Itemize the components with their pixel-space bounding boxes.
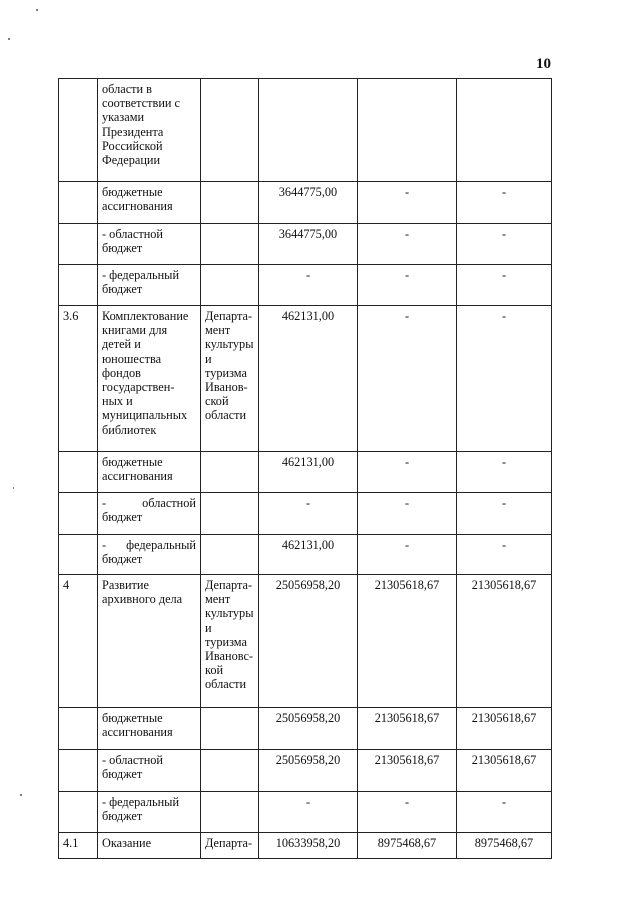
table-row — [59, 493, 552, 535]
measure-name-dash: - — [102, 496, 107, 510]
cell-number — [59, 306, 98, 452]
cell-year-3 — [457, 708, 552, 750]
cell-number — [59, 493, 98, 535]
cell-executor — [201, 306, 259, 452]
cell-measure-name — [98, 79, 201, 182]
cell-executor-text: Департа- мент культуры и туризма Иванов- ской области — [205, 309, 254, 423]
cell-year-2 — [358, 792, 457, 833]
cell-measure-name — [98, 452, 201, 493]
cell-year-2 — [358, 575, 457, 708]
cell-year-1 — [259, 535, 358, 575]
measure-name-line2: бюджет — [102, 510, 143, 525]
cell-year-1-text: 3644775,00 — [278, 227, 338, 241]
cell-year-1 — [259, 452, 358, 493]
cell-year-1-text: 462131,00 — [281, 309, 335, 323]
cell-year-2 — [358, 493, 457, 535]
cell-year-1-text: 3644775,00 — [278, 185, 338, 199]
cell-measure-name-text: Комплектование книгами для детей и юношества фондов государствен- ных и муниципальных библиотек — [102, 309, 189, 437]
table-row — [59, 833, 552, 859]
cell-measure-name — [98, 306, 201, 452]
cell-executor — [201, 265, 259, 306]
cell-executor — [201, 792, 259, 833]
cell-year-3 — [457, 306, 552, 452]
cell-measure-name — [98, 535, 201, 575]
table-row — [59, 535, 552, 575]
cell-number — [59, 575, 98, 708]
cell-year-2 — [358, 535, 457, 575]
cell-year-1 — [259, 575, 358, 708]
cell-year-3 — [457, 182, 552, 224]
cell-executor — [201, 750, 259, 792]
cell-year-2 — [358, 79, 457, 182]
cell-number — [59, 224, 98, 265]
cell-measure-name — [98, 182, 201, 224]
cell-year-3-text: - — [501, 538, 507, 552]
cell-year-3 — [457, 792, 552, 833]
cell-year-2 — [358, 833, 457, 859]
cell-measure-name — [98, 708, 201, 750]
cell-measure-name — [98, 750, 201, 792]
cell-measure-name-text: - федеральный бюджет — [102, 795, 180, 824]
cell-year-3 — [457, 493, 552, 535]
cell-number — [59, 833, 98, 859]
cell-year-2 — [358, 452, 457, 493]
cell-year-2-text: - — [404, 268, 410, 282]
cell-executor — [201, 575, 259, 708]
cell-year-3-text: 8975468,67 — [474, 836, 534, 850]
table-row — [59, 79, 552, 182]
cell-measure-name — [98, 265, 201, 306]
cell-number-text: 4 — [63, 578, 70, 592]
cell-executor — [201, 535, 259, 575]
cell-measure-name — [98, 493, 201, 535]
cell-year-1-text: - — [305, 795, 311, 809]
cell-executor — [201, 79, 259, 182]
scan-speck — [8, 38, 10, 40]
cell-year-2-text: 21305618,67 — [374, 711, 440, 725]
measure-name-word: областной — [142, 496, 196, 510]
cell-executor — [201, 493, 259, 535]
cell-year-2-text: - — [404, 496, 410, 510]
cell-year-3-text: - — [501, 795, 507, 809]
cell-number — [59, 792, 98, 833]
cell-year-1 — [259, 182, 358, 224]
cell-year-1-text: - — [305, 268, 311, 282]
cell-year-1 — [259, 265, 358, 306]
cell-year-3-text: - — [501, 185, 507, 199]
scan-speck — [36, 9, 38, 11]
cell-year-2-text: 21305618,67 — [374, 753, 440, 767]
cell-executor-text: Департа- — [205, 836, 253, 850]
cell-year-1-text: 462131,00 — [281, 455, 335, 469]
measure-name-dash: - — [102, 538, 107, 552]
cell-year-3-text: - — [501, 496, 507, 510]
table-row — [59, 575, 552, 708]
cell-year-3 — [457, 535, 552, 575]
cell-year-2 — [358, 265, 457, 306]
cell-year-1 — [259, 708, 358, 750]
cell-year-1 — [259, 833, 358, 859]
cell-number — [59, 750, 98, 792]
table-row — [59, 306, 552, 452]
cell-year-1 — [259, 493, 358, 535]
cell-executor — [201, 708, 259, 750]
cell-number — [59, 452, 98, 493]
cell-measure-name-text: бюджетные ассигнования — [102, 185, 173, 214]
cell-year-3-text: - — [501, 309, 507, 323]
cell-year-1-text: 10633958,20 — [275, 836, 341, 850]
cell-year-3-text: 21305618,67 — [471, 711, 537, 725]
cell-year-1 — [259, 224, 358, 265]
cell-year-3-text: - — [501, 268, 507, 282]
table-row — [59, 708, 552, 750]
table-row — [59, 265, 552, 306]
cell-year-2-text: - — [404, 538, 410, 552]
cell-executor — [201, 833, 259, 859]
cell-measure-name-text: Оказание — [102, 836, 152, 850]
cell-measure-name-text: - областной бюджет — [102, 753, 164, 782]
cell-number — [59, 79, 98, 182]
measure-name-line2: бюджет — [102, 552, 143, 567]
cell-year-2-text: - — [404, 455, 410, 469]
cell-year-2-text: - — [404, 227, 410, 241]
scan-speck — [20, 794, 22, 796]
cell-year-3-text: 21305618,67 — [471, 753, 537, 767]
cell-year-2-text: 8975468,67 — [377, 836, 437, 850]
cell-year-3-text: - — [501, 227, 507, 241]
cell-number-text: 3.6 — [63, 309, 79, 323]
cell-year-2 — [358, 306, 457, 452]
cell-year-2-text: - — [404, 185, 410, 199]
cell-year-3-text: 21305618,67 — [471, 578, 537, 592]
cell-year-3 — [457, 224, 552, 265]
cell-year-2-text: - — [404, 309, 410, 323]
measure-name-line — [102, 538, 196, 552]
cell-measure-name — [98, 224, 201, 265]
cell-year-2-text: 21305618,67 — [374, 578, 440, 592]
budget-table — [58, 78, 552, 859]
cell-measure-name-text: бюджетные ассигнования — [102, 455, 173, 484]
table-row — [59, 792, 552, 833]
page-number: 10 — [536, 56, 551, 72]
cell-year-2-text: - — [404, 795, 410, 809]
cell-executor — [201, 182, 259, 224]
cell-year-3 — [457, 265, 552, 306]
cell-measure-name — [98, 575, 201, 708]
table-row — [59, 750, 552, 792]
cell-executor — [201, 224, 259, 265]
cell-year-3 — [457, 452, 552, 493]
cell-measure-name — [98, 792, 201, 833]
cell-year-3 — [457, 575, 552, 708]
cell-year-1 — [259, 792, 358, 833]
cell-number — [59, 708, 98, 750]
cell-year-1 — [259, 306, 358, 452]
cell-number — [59, 265, 98, 306]
cell-measure-name-text: бюджетные ассигнования — [102, 711, 173, 740]
cell-number — [59, 535, 98, 575]
cell-measure-name-text: Развитие архивного дела — [102, 578, 183, 607]
table-row — [59, 452, 552, 493]
cell-year-3 — [457, 750, 552, 792]
cell-year-1-text: 462131,00 — [281, 538, 335, 552]
cell-year-2 — [358, 750, 457, 792]
cell-year-3 — [457, 833, 552, 859]
measure-name-word: федеральный — [126, 538, 196, 552]
cell-measure-name-text: области в соответствии с указами Президента Российской Федерации — [102, 82, 181, 168]
cell-executor-text: Департа- мент культуры и туризма Ивановс- кой области — [205, 578, 254, 692]
cell-year-1-text: - — [305, 496, 311, 510]
cell-year-1-text: 25056958,20 — [275, 578, 341, 592]
cell-year-1 — [259, 79, 358, 182]
cell-year-1-text: 25056958,20 — [275, 711, 341, 725]
cell-year-3-text: - — [501, 455, 507, 469]
cell-year-1-text: 25056958,20 — [275, 753, 341, 767]
cell-executor — [201, 452, 259, 493]
cell-year-2 — [358, 708, 457, 750]
cell-year-1 — [259, 750, 358, 792]
cell-measure-name — [98, 833, 201, 859]
cell-year-3 — [457, 79, 552, 182]
table-row — [59, 224, 552, 265]
measure-name-line — [102, 496, 196, 510]
cell-year-2 — [358, 182, 457, 224]
cell-measure-name-text: - областной бюджет — [102, 227, 164, 256]
cell-number — [59, 182, 98, 224]
scan-speck — [13, 487, 14, 489]
cell-measure-name-text: - федеральный бюджет — [102, 268, 180, 297]
cell-number-text: 4.1 — [63, 836, 79, 850]
cell-year-2 — [358, 224, 457, 265]
table-row — [59, 182, 552, 224]
